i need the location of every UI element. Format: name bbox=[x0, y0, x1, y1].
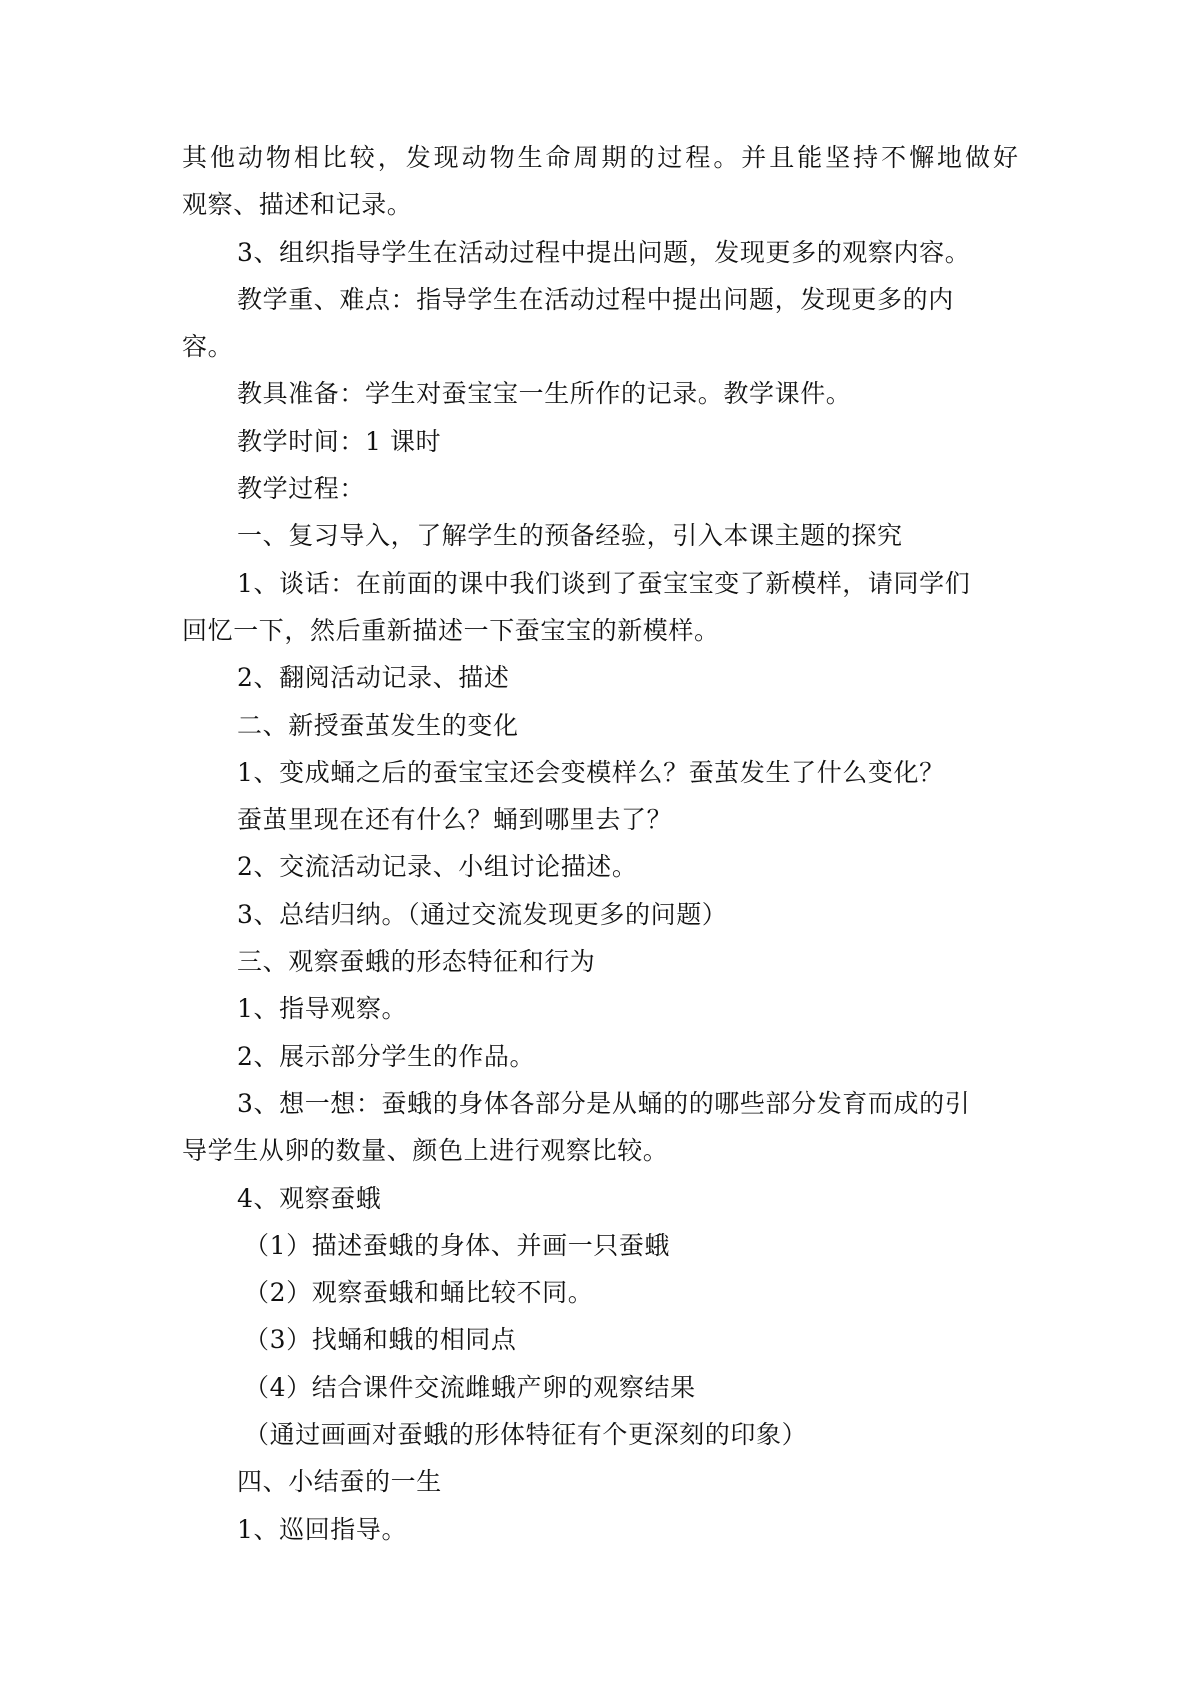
paragraph-line: 2、交流活动记录、小组讨论描述。 bbox=[237, 852, 638, 882]
paragraph-line: 1、指导观察。 bbox=[237, 994, 408, 1024]
list-item: （3）找蛹和蛾的相同点 bbox=[244, 1325, 517, 1355]
section-heading: 三、观察蚕蛾的形态特征和行为 bbox=[237, 947, 596, 977]
section-heading: 二、新授蚕茧发生的变化 bbox=[237, 710, 519, 740]
paragraph-line: 1、巡回指导。 bbox=[237, 1514, 408, 1544]
paragraph-line: 3、想一想：蚕蛾的身体各部分是从蛹的的哪些部分发育而成的引 bbox=[237, 1088, 971, 1118]
paragraph-line: 回忆一下，然后重新描述一下蚕宝宝的新模样。 bbox=[182, 615, 720, 645]
paragraph-line: 蚕茧里现在还有什么？蛹到哪里去了？ bbox=[237, 805, 673, 835]
paragraph-line: 教学重、难点：指导学生在活动过程中提出问题，发现更多的内 bbox=[237, 284, 954, 314]
paragraph-line: 3、组织指导学生在活动过程中提出问题，发现更多的观察内容。 bbox=[237, 237, 971, 267]
list-item: （2）观察蚕蛾和蛹比较不同。 bbox=[244, 1278, 594, 1308]
paragraph-line: 教学时间：1 课时 bbox=[237, 426, 442, 456]
section-heading: 一、复习导入，了解学生的预备经验，引入本课主题的探究 bbox=[237, 521, 903, 551]
paragraph-line: 1、变成蛹之后的蚕宝宝还会变模样么？蚕茧发生了什么变化？ bbox=[237, 757, 945, 787]
paragraph-line: 1、谈话：在前面的课中我们谈到了蚕宝宝变了新模样，请同学们 bbox=[237, 568, 971, 598]
section-heading: 四、小结蚕的一生 bbox=[237, 1467, 442, 1497]
paragraph-line: 观察、描述和记录。 bbox=[182, 190, 413, 220]
paragraph-line: 2、翻阅活动记录、描述 bbox=[237, 663, 510, 693]
paragraph-line: 2、展示部分学生的作品。 bbox=[237, 1041, 536, 1071]
paragraph-line: 3、总结归纳。（通过交流发现更多的问题） bbox=[237, 899, 728, 929]
paragraph-line: （通过画画对蚕蛾的形体特征有个更深刻的印象） bbox=[244, 1420, 808, 1450]
paragraph-line: 4、观察蚕蛾 bbox=[237, 1183, 382, 1213]
paragraph-line: 其他动物相比较，发现动物生命周期的过程。并且能坚持不懈地做好 bbox=[182, 143, 1018, 172]
list-item: （4）结合课件交流雌蛾产卵的观察结果 bbox=[244, 1372, 696, 1402]
paragraph-line: 教学过程： bbox=[237, 474, 366, 504]
paragraph-line: 教具准备：学生对蚕宝宝一生所作的记录。教学课件。 bbox=[237, 379, 852, 409]
list-item: （1）描述蚕蛾的身体、并画一只蚕蛾 bbox=[244, 1230, 671, 1260]
paragraph-line: 导学生从卵的数量、颜色上进行观察比较。 bbox=[182, 1136, 669, 1166]
paragraph-line: 容。 bbox=[182, 332, 234, 362]
document-body bbox=[182, 134, 1018, 1553]
